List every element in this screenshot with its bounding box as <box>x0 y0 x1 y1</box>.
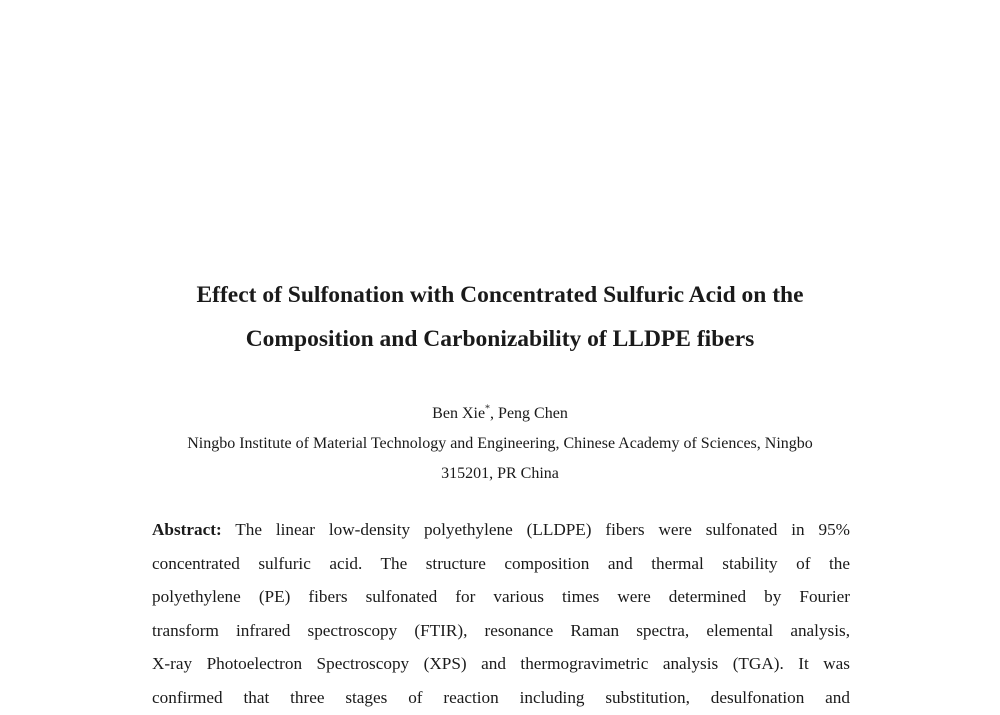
author-separator: , <box>490 405 499 422</box>
abstract-line: concentrated sulfuric acid. The structure composition and thermal stability of the <box>152 553 850 573</box>
abstract-line <box>152 513 850 547</box>
paper-title-line-1: Effect of Sulfonation with Concentrated Sulfuric Acid on the <box>196 282 804 308</box>
affiliation-line-1: Ningbo Institute of Material Technology and Engineering, Chinese Academy of Sciences, Ningbo <box>187 435 813 452</box>
abstract-line: confirmed that three stages of reaction including substitution, desulfonation and <box>152 687 850 707</box>
abstract-label: Abstract: <box>152 520 222 539</box>
author-list <box>0 403 1000 425</box>
affiliation-line-2: 315201, PR China <box>441 465 559 482</box>
abstract-line: polyethylene (PE) fibers sulfonated for various times were determined by Fourier <box>152 587 850 607</box>
abstract-text: The linear low-density polyethylene (LLDPE) fibers were sulfonated in 95% <box>221 520 850 539</box>
paper-title-line-2: Composition and Carbonizability of LLDPE fibers <box>245 326 755 352</box>
abstract-line: transform infrared spectroscopy (FTIR), resonance Raman spectra, elemental analysis, <box>152 620 850 640</box>
abstract <box>152 513 850 715</box>
corresponding-author-mark: * <box>485 403 491 415</box>
author-name: Peng Chen <box>498 405 568 422</box>
author-name: Ben Xie <box>432 405 486 422</box>
abstract-line: X-ray Photoelectron Spectroscopy (XPS) and thermogravimetric analysis (TGA). It was <box>152 654 850 674</box>
